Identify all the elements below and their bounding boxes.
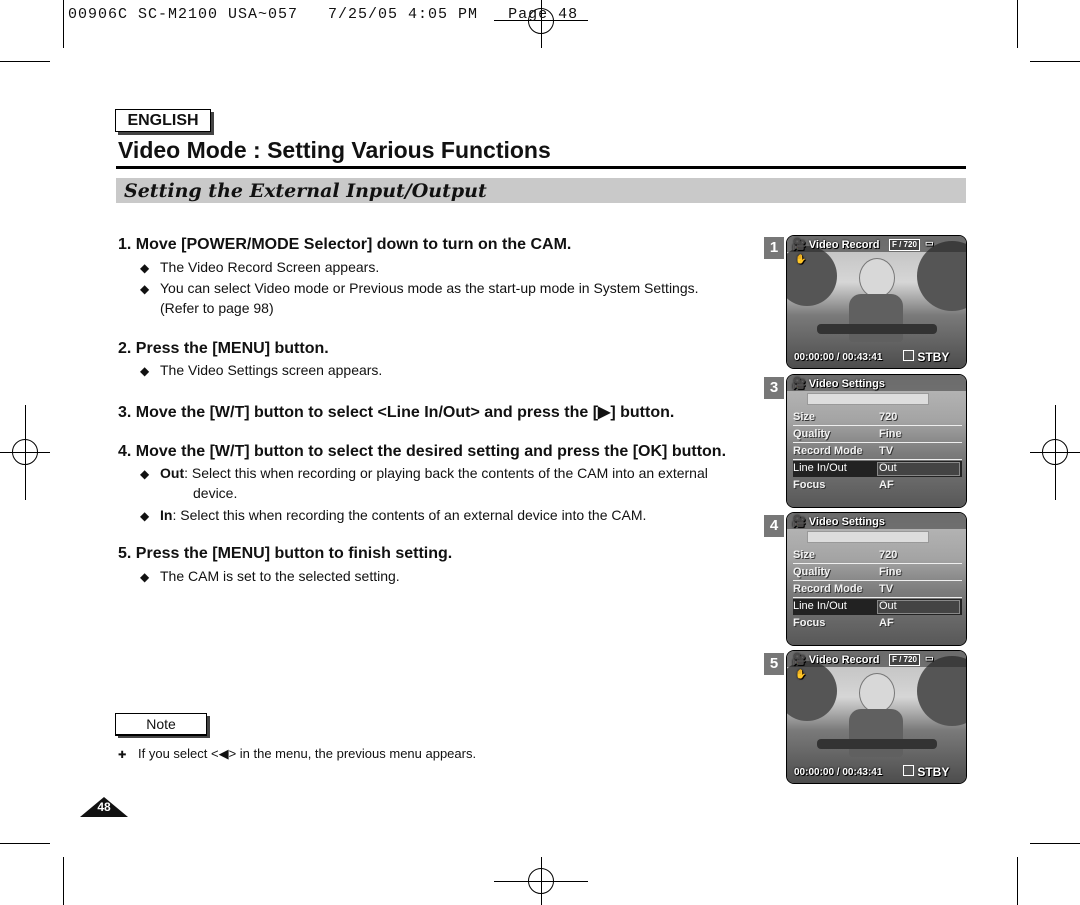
crop-mark (1017, 0, 1018, 48)
screen-video-settings (786, 512, 967, 646)
print-slug: 00906C SC-M2100 USA~057 7/25/05 4:05 PM Page 48 (68, 6, 579, 23)
step-1: 1. Move [POWER/MODE Selector] down to turn on the CAM. (118, 236, 572, 253)
step-4-option-out-continued: device. (193, 485, 238, 501)
osd-quality: F / 720 (889, 654, 920, 666)
note-text: ✚ If you select <◀> in the menu, the previous menu appears. (118, 746, 477, 761)
step-2-note: ◆ The Video Settings screen appears. (140, 362, 383, 378)
screen-badge: 1 (764, 237, 784, 259)
screen-video-record (786, 650, 967, 784)
step-3: 3. Move the [W/T] button to select <Line In/Out> and press the [▶] button. (118, 404, 675, 421)
crop-mark (1017, 857, 1018, 905)
page-title: Video Mode : Setting Various Functions (118, 137, 551, 163)
step-1-note: ◆ You can select Video mode or Previous mode as the start-up mode in System Settings. (140, 280, 699, 296)
osd-title: 🎥 Video Record (792, 239, 880, 251)
menu-row-quality: Quality Fine (793, 427, 962, 443)
menu-row-size: Size 720 (793, 548, 962, 564)
step-4-option-out: ◆ Out: Select this when recording or playing back the contents of the CAM into an external (140, 465, 708, 481)
plus-bullet-icon: ✚ (118, 750, 127, 761)
crop-mark (1030, 61, 1080, 62)
screen-video-record (786, 235, 967, 369)
screen-badge: 5 (764, 653, 784, 675)
note-tab: Note (115, 713, 207, 735)
child-figure (849, 294, 903, 342)
step-1-note: ◆ The Video Record Screen appears. (140, 259, 380, 275)
language-tab: ENGLISH (115, 109, 211, 132)
diamond-bullet-icon: ◆ (140, 467, 150, 481)
registration-mark (12, 439, 38, 465)
menu-row-size: Size 720 (793, 410, 962, 426)
registration-mark (528, 868, 554, 894)
battery-icon: ▭ (925, 238, 934, 248)
video-camera-icon: 🎥 (792, 654, 806, 666)
playground-rail (817, 739, 937, 749)
osd-title: 🎥 Video Settings (792, 378, 885, 390)
page-number: 48 (97, 800, 111, 814)
osd-quality: F / 720 (889, 239, 920, 251)
stabilizer-icon: ✋ (795, 254, 807, 264)
crop-mark (63, 0, 64, 48)
title-rule (116, 166, 966, 169)
registration-mark (1042, 439, 1068, 465)
screen-badge: 4 (764, 515, 784, 537)
battery-icon: ▭ (925, 653, 934, 663)
diamond-bullet-icon: ◆ (140, 282, 150, 296)
diamond-bullet-icon: ◆ (140, 261, 150, 275)
stabilizer-icon: ✋ (795, 669, 807, 679)
osd-title: 🎥 Video Settings (792, 516, 885, 528)
step-4: 4. Move the [W/T] button to select the desired setting and press the [OK] button. (118, 443, 727, 460)
menu-tabs (807, 393, 929, 405)
menu-row-line-in-out: Line In/Out Out (793, 461, 962, 477)
diamond-bullet-icon: ◆ (140, 570, 150, 584)
step-5-note: ◆ The CAM is set to the selected setting. (140, 568, 400, 584)
step-5: 5. Press the [MENU] button to finish setting. (118, 545, 453, 562)
osd-timecode: 00:00:00 / 00:43:41 (794, 352, 883, 363)
child-figure (859, 673, 895, 713)
note-rule (115, 735, 207, 736)
menu-row-focus: Focus AF (793, 617, 894, 629)
child-figure (849, 709, 903, 757)
menu-row-quality: Quality Fine (793, 565, 962, 581)
screen-badge: 3 (764, 377, 784, 399)
osd-status: STBY (903, 765, 949, 779)
osd-title: 🎥 Video Record (792, 654, 880, 666)
osd-status: STBY (903, 350, 949, 364)
menu-tabs (807, 531, 929, 543)
osd-timecode: 00:00:00 / 00:43:41 (794, 767, 883, 778)
crop-mark (63, 857, 64, 905)
crop-mark (0, 843, 50, 844)
step-2: 2. Press the [MENU] button. (118, 340, 329, 357)
crop-mark (0, 61, 50, 62)
child-figure (859, 258, 895, 298)
step-4-option-in: ◆ In: Select this when recording the contents of an external device into the CAM. (140, 507, 647, 523)
screen-video-settings (786, 374, 967, 508)
video-camera-icon: 🎥 (792, 378, 806, 390)
menu-row-record-mode: Record Mode TV (793, 582, 962, 598)
diamond-bullet-icon: ◆ (140, 364, 150, 378)
crop-mark (1030, 843, 1080, 844)
playground-rail (817, 324, 937, 334)
step-1-note-continued: (Refer to page 98) (160, 300, 274, 316)
video-camera-icon: 🎥 (792, 516, 806, 528)
diamond-bullet-icon: ◆ (140, 509, 150, 523)
menu-row-line-in-out: Line In/Out Out (793, 599, 962, 615)
menu-row-record-mode: Record Mode TV (793, 444, 962, 460)
section-title: Setting the External Input/Output (124, 180, 487, 202)
video-camera-icon: 🎥 (792, 239, 806, 251)
menu-row-focus: Focus AF (793, 479, 894, 491)
